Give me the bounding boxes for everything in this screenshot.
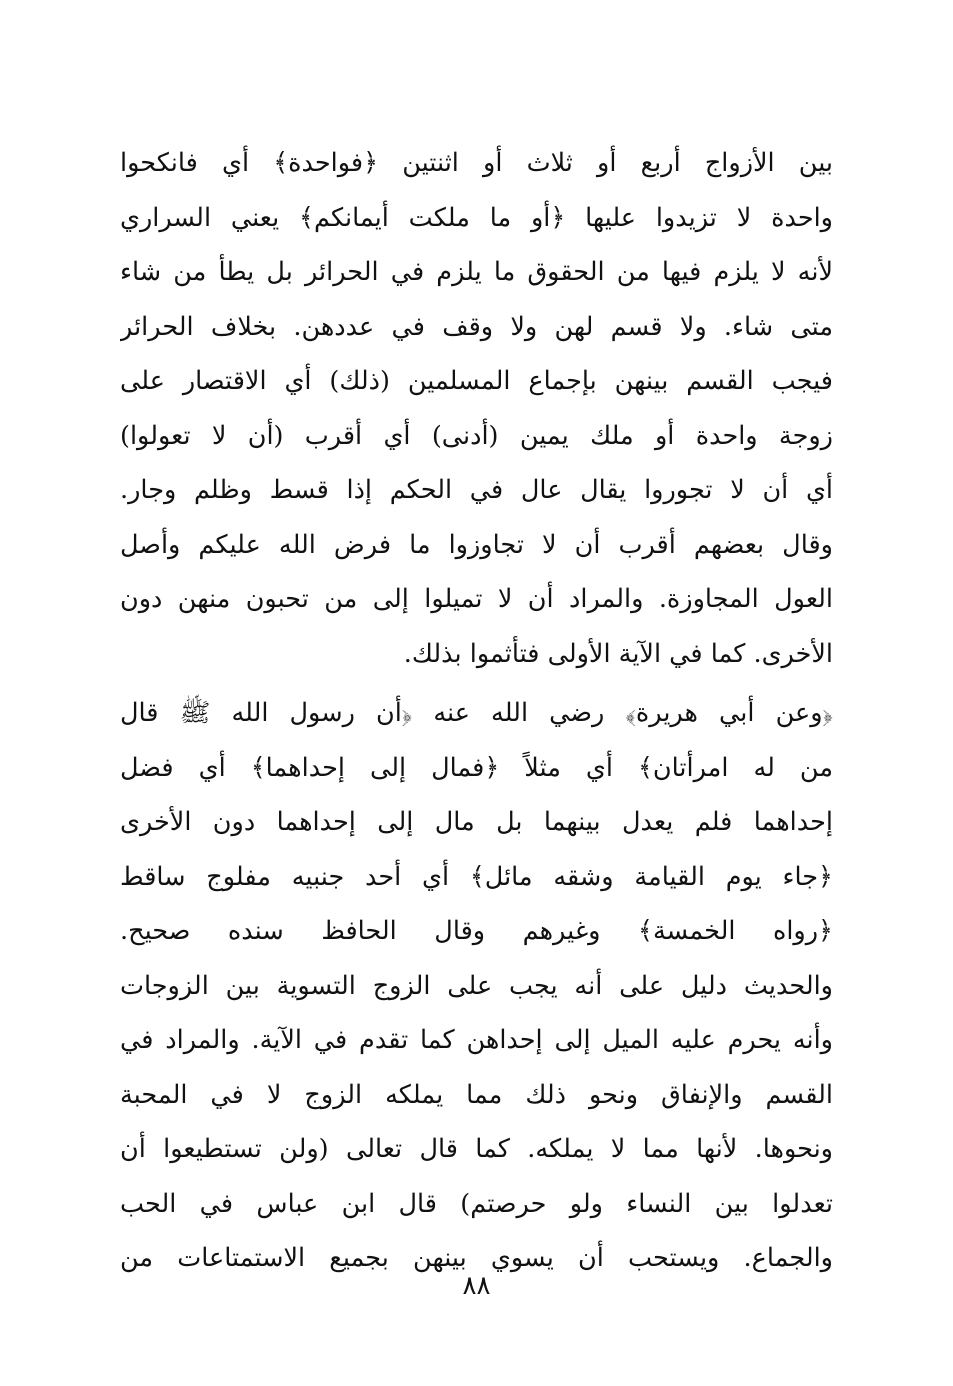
text-line: وأنه يحرم عليه الميل إلى إحداهن كما تقدم في الآية. والمراد في [120,1025,833,1055]
text-line: ﴿رواه الخمسة﴾ وغيرهم وقال الحافظ سنده صحيح. [120,916,833,946]
text-line: القسم والإنفاق ونحو ذلك مما يملكه الزوج لا في المحبة [120,1079,833,1110]
text-line: واحدة لا تزيدوا عليها ﴿أو ما ملكت أيمانكم﴾ يعني السراري [120,202,833,233]
text-line: ﴿وعن أبي هريرة﴾ رضي الله عنه ﴿أن رسول الله ﷺ قال [120,698,833,728]
text-line: فيجب القسم بينهن بإجماع المسلمين (ذلك) أي الاقتصار على [120,366,833,396]
text-line: متى شاء. ولا قسم لهن ولا وقف في عددهن. بخلاف الحرائر [120,311,833,342]
text-line: زوجة واحدة أو ملك يمين (أدنى) أي أقرب (أن لا تعولوا) [120,420,833,451]
text-line: والجماع. ويستحب أن يسوي بينهن بجميع الاستمتاعات من [120,1243,833,1273]
page-number: ٨٨ [462,1271,491,1301]
text-line: والحديث دليل على أنه يجب على الزوج التسوية بين الزوجات [120,970,833,1001]
text-line: من له امرأتان﴾ أي مثلاً ﴿فمال إلى إحداهما﴾ أي فضل [120,752,833,783]
paragraph-2 [120,686,833,1286]
paragraph-1 [120,136,833,681]
text-line: ونحوها. لأنها مما لا يملكه. كما قال تعالى (ولن تستطيعوا أن [120,1134,833,1164]
text-line: ﴿جاء يوم القيامة وشقه مائل﴾ أي أحد جنبيه مفلوج ساقط [120,861,833,892]
text-line: بين الأزواج أربع أو ثلاث أو اثنتين ﴿فواحدة﴾ أي فانكحوا [120,148,833,178]
text-line: إحداهما فلم يعدل بينهما بل مال إلى إحداهما دون الأخرى [120,807,833,837]
text-line: العول المجاوزة. والمراد أن لا تميلوا إلى من تحبون منهن دون [120,584,833,614]
text-line: لأنه لا يلزم فيها من الحقوق ما يلزم في الحرائر بل يطأ من شاء [120,257,833,287]
text-line: الأخرى. كما في الآية الأولى فتأثموا بذلك. [403,638,833,669]
text-line: تعدلوا بين النساء ولو حرصتم) قال ابن عباس في الحب [120,1188,833,1219]
text-line: وقال بعضهم أقرب أن لا تجاوزوا ما فرض الله عليكم وأصل [120,529,833,560]
text-line: أي أن لا تجوروا يقال عال في الحكم إذا قسط وظلم وجار. [120,475,833,505]
